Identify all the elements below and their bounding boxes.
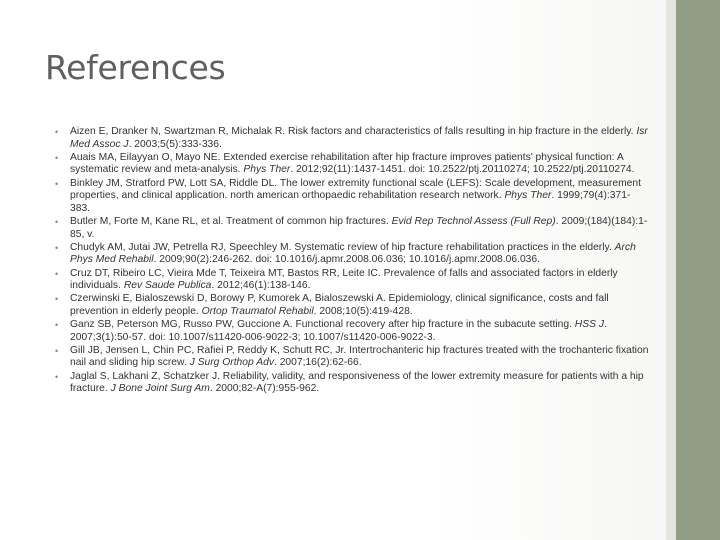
bullet-icon: • xyxy=(55,320,59,331)
reference-text: Czerwinski E, Bialoszewski D, Borowy P, Kumorek A, Bialoszewski A. Epidemiology, clinical significance, costs and fall prevention in elderly people. xyxy=(70,293,609,317)
reference-text: Auais MA, Eilayyan O, Mayo NE. Extended exercise rehabilitation after hip fracture improves patients' physical function: A systematic review and meta-analysis. xyxy=(70,151,624,176)
reference-citation: . 2003;5(5):333-336. xyxy=(128,138,222,150)
reference-item xyxy=(50,371,650,396)
reference-citation: . 2009;(184)(184):1-85, v. xyxy=(70,215,648,240)
bullet-icon: • xyxy=(55,242,59,253)
accent-bar-dark xyxy=(676,0,720,540)
reference-citation: . 2012;46(1):138-146. xyxy=(211,280,311,292)
bullet-icon: • xyxy=(55,178,59,189)
reference-journal: Arch Phys Med Rehabil xyxy=(70,241,636,266)
reference-journal: Rev Saude Publica xyxy=(123,280,212,292)
reference-journal: Ortop Traumatol Rehabil xyxy=(201,305,314,317)
reference-journal: Isr Med Assoc J xyxy=(70,126,648,150)
reference-item xyxy=(50,178,650,216)
reference-journal: J Surg Orthop Adv xyxy=(189,357,274,369)
reference-journal: HSS J xyxy=(574,319,604,331)
reference-text: Binkley JM, Stratford PW, Lott SA, Riddle DL. The lower extremity functional scale (LEFS): Scale development, measurement properties, and clinical application. north american orthopaedic rehabilitation research network. xyxy=(70,177,641,202)
reference-item xyxy=(50,319,650,344)
reference-journal: Phys Ther xyxy=(243,164,291,176)
reference-item xyxy=(50,345,650,370)
bullet-icon: • xyxy=(55,345,59,356)
reference-journal: Evid Rep Technol Assess (Full Rep) xyxy=(391,215,556,227)
reference-text: Ganz SB, Peterson MG, Russo PW, Guccione A. Functional recovery after hip fracture in the subacute setting. xyxy=(70,319,575,331)
accent-bar-light xyxy=(666,0,676,540)
reference-text: Jaglal S, Lakhani Z, Schatzker J. Reliability, validity, and responsiveness of the lower extremity measure for patients with a hip fracture. xyxy=(70,370,644,395)
slide-title: References xyxy=(45,48,226,87)
reference-text: Cruz DT, Ribeiro LC, Vieira Mde T, Teixeira MT, Bastos RR, Leite IC. Prevalence of falls and associated factors in elderly individuals. xyxy=(70,267,618,292)
reference-journal: J Bone Joint Surg Am xyxy=(110,383,210,395)
reference-citation: . 2000;82-A(7):955-962. xyxy=(209,383,320,395)
reference-citation: . 2007;3(1):50-57. doi: 10.1007/s11420-006-9022-3; 10.1007/s11420-006-9022-3. xyxy=(70,319,607,343)
reference-text: Aizen E, Dranker N, Swartzman R, Michalak R. Risk factors and characteristics of falls resulting in hip fracture in the elderly. xyxy=(70,126,637,137)
reference-item xyxy=(50,216,650,241)
bullet-icon: • xyxy=(55,294,59,305)
bullet-icon: • xyxy=(55,268,59,279)
bullet-icon: • xyxy=(55,127,59,137)
reference-citation: . 2008;10(5):419-428. xyxy=(313,305,413,317)
bullet-icon: • xyxy=(55,216,59,227)
reference-item xyxy=(50,293,650,318)
reference-text: Chudyk AM, Jutai JW, Petrella RJ, Speechley M. Systematic review of hip fracture rehabilitation practices in the elderly. xyxy=(70,241,615,253)
reference-citation: . 1999;79(4):371-383. xyxy=(70,190,631,214)
reference-citation: . 2009;90(2):246-262. doi: 10.1016/j.apmr.2008.06.036; 10.1016/j.apmr.2008.06.036. xyxy=(153,254,540,266)
reference-citation: . 2012;92(11):1437-1451. doi: 10.2522/ptj.20110274; 10.2522/ptj.20110274. xyxy=(290,164,635,176)
reference-text: Gill JB, Jensen L, Chin PC, Rafiei P, Reddy K, Schutt RC, Jr. Intertrochanteric hip fractures treated with the trochanteric fixation nail and sliding hip screw. xyxy=(70,344,649,369)
reference-text: Butler M, Forte M, Kane RL, et al. Treatment of common hip fractures. xyxy=(70,215,392,227)
bullet-icon: • xyxy=(55,152,59,163)
reference-citation: . 2007;16(2):62-66. xyxy=(273,357,362,369)
reference-journal: Phys Ther xyxy=(504,190,552,202)
reference-item xyxy=(50,126,650,151)
reference-item xyxy=(50,268,650,293)
reference-list xyxy=(50,126,650,396)
reference-item xyxy=(50,152,650,177)
bullet-icon: • xyxy=(55,371,59,382)
reference-item xyxy=(50,242,650,267)
